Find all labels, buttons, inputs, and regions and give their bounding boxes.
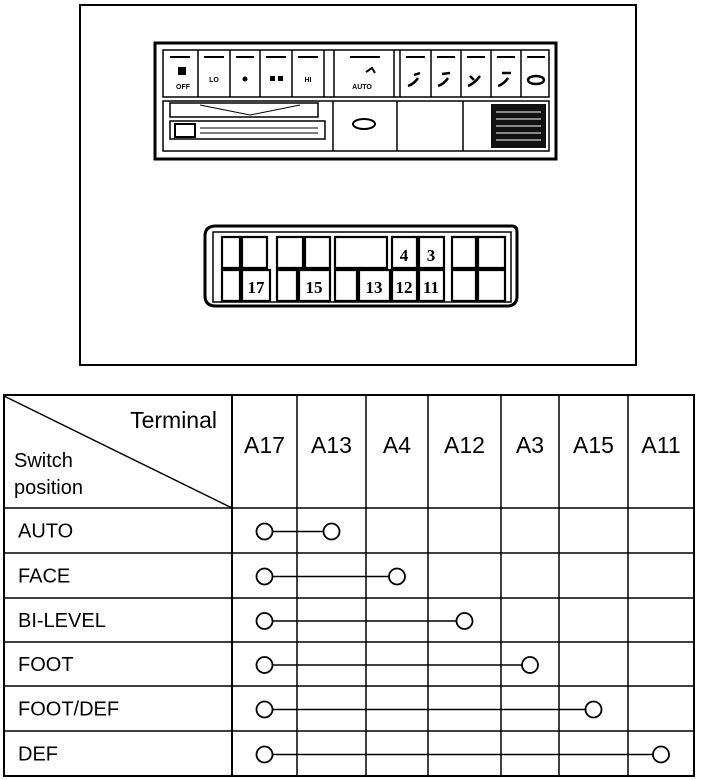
column-header: A11 [641, 432, 681, 458]
corner-switch-label: Switch [14, 450, 73, 472]
continuity-table [4, 395, 694, 776]
terminal-circle [257, 524, 273, 540]
terminal-circle [257, 702, 273, 718]
row-label: BI-LEVEL [18, 610, 106, 632]
terminal-circle [257, 747, 273, 763]
pin-label: 13 [365, 278, 383, 297]
illustration [80, 5, 636, 365]
pin-label: 11 [422, 278, 440, 297]
pin-label: 17 [247, 278, 265, 297]
terminal-circle [389, 569, 405, 585]
terminal-circle [324, 524, 340, 540]
pin-label: 3 [426, 246, 436, 265]
auto-button-label: AUTO [352, 84, 372, 91]
fan-speed-icon [278, 76, 283, 81]
fan-speed-icon [243, 77, 248, 82]
column-headers [244, 432, 681, 458]
row-labels [18, 521, 119, 766]
row-label: FACE [18, 565, 71, 588]
terminal-circle [257, 657, 273, 673]
terminal-circle [257, 569, 273, 585]
off-button-indicator [178, 67, 186, 75]
terminal-circle [653, 747, 669, 763]
off-button-label: OFF [176, 84, 190, 91]
pin-label: 4 [399, 246, 409, 265]
column-header: A15 [573, 432, 614, 458]
fan-speed-icon [270, 76, 275, 81]
pin-label: 12 [395, 278, 413, 297]
column-header: A13 [311, 432, 352, 458]
continuity-connections [257, 524, 670, 763]
corner-terminal-label: Terminal [130, 407, 217, 433]
pin-label: 15 [305, 278, 323, 297]
terminal-circle [522, 657, 538, 673]
row-label: FOOT [18, 654, 74, 676]
row-label: FOOT/DEF [18, 698, 120, 721]
corner-position-label: position [14, 477, 83, 499]
terminal-circle [457, 613, 473, 629]
row-label: AUTO [18, 520, 74, 543]
column-header: A12 [444, 432, 485, 458]
hi-button-label: HI [304, 77, 312, 84]
column-header: A17 [244, 432, 285, 458]
lo-button-label: LO [209, 77, 219, 84]
column-header: A4 [382, 432, 412, 458]
terminal-circle [586, 702, 602, 718]
row-label: DEF [18, 743, 58, 766]
column-header: A3 [515, 432, 545, 458]
terminal-circle [257, 613, 273, 629]
control-panel [155, 43, 556, 159]
